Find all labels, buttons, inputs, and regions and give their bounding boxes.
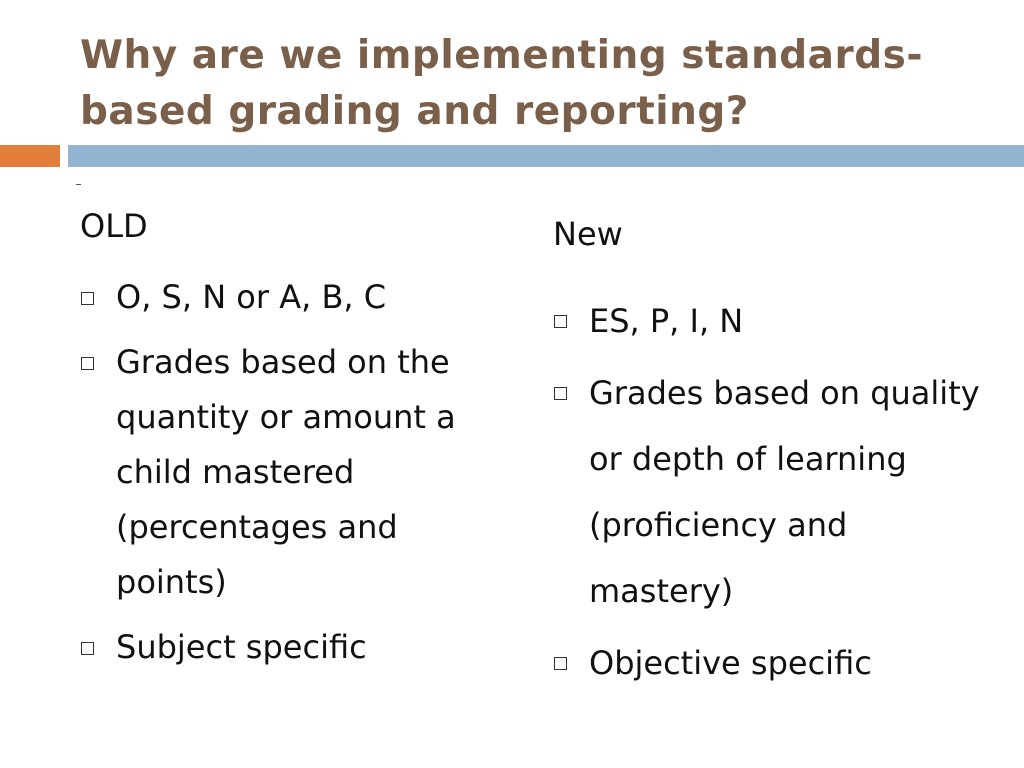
list-item-text: O, S, N or A, B, C — [116, 278, 387, 316]
accent-bar-blue — [68, 145, 1024, 167]
list-item-text: Grades based on the quantity or amount a child mastered (percentages and points) — [116, 343, 456, 601]
list-item — [553, 630, 993, 696]
square-bullet-icon — [554, 657, 567, 670]
new-list — [553, 288, 993, 696]
old-list — [80, 270, 460, 675]
list-item — [80, 270, 460, 325]
square-bullet-icon — [554, 315, 567, 328]
new-column — [553, 210, 993, 702]
accent-bar-orange — [0, 145, 60, 167]
list-item — [553, 288, 993, 354]
list-item — [80, 335, 460, 610]
square-bullet-icon — [81, 642, 94, 655]
square-bullet-icon — [81, 292, 94, 305]
list-item-text: ES, P, I, N — [589, 302, 744, 340]
list-item-text: Grades based on quality or depth of learning (proficiency and mastery) — [589, 374, 980, 610]
slide-title — [80, 28, 980, 140]
list-item-text: Subject specific — [116, 628, 367, 666]
slide-title-line-1: Why are we implementing standards- — [80, 33, 924, 78]
old-heading: OLD — [80, 207, 148, 245]
list-item — [80, 620, 460, 675]
list-item-text: Objective specific — [589, 644, 872, 682]
old-column — [80, 202, 460, 685]
list-item — [553, 360, 993, 624]
slide-title-line-2: based grading and reporting? — [80, 89, 749, 134]
placeholder-mark — [76, 184, 81, 185]
square-bullet-icon — [554, 387, 567, 400]
square-bullet-icon — [81, 357, 94, 370]
new-heading: New — [553, 215, 623, 253]
